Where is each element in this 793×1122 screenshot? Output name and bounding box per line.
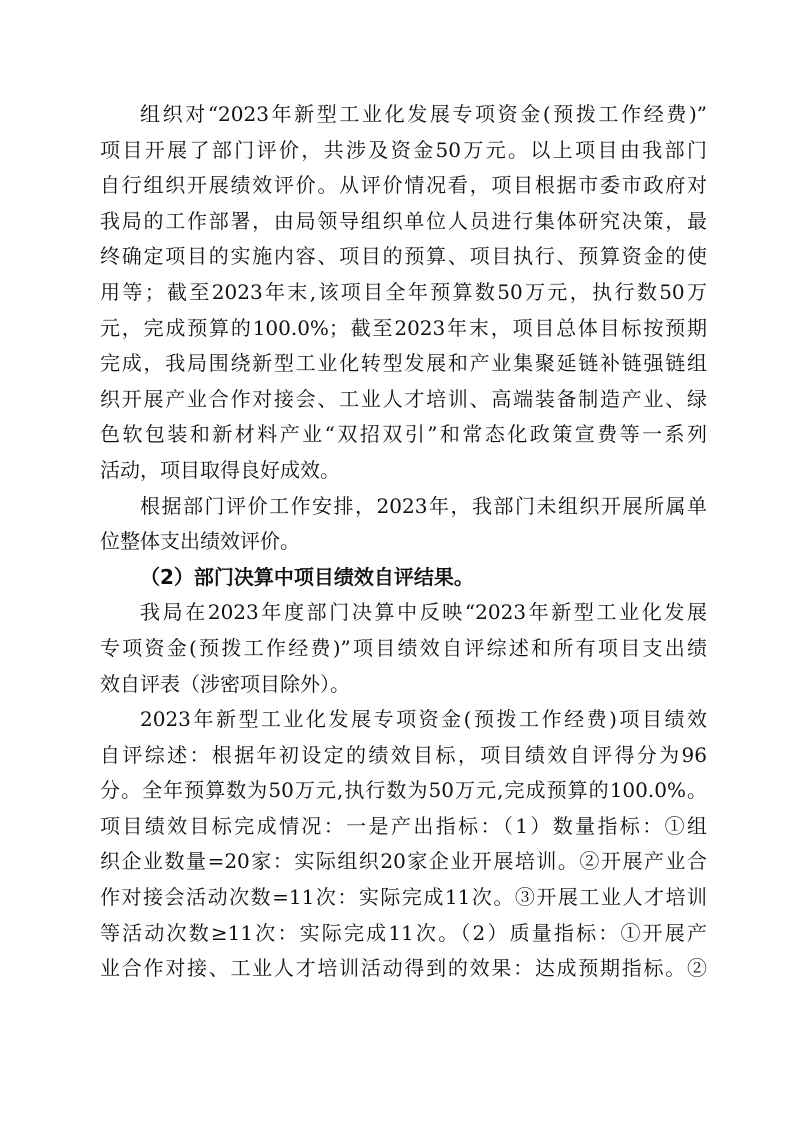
text-line: 分。全年预算数为50万元,执行数为50万元,完成预算的100.0%。	[100, 778, 707, 803]
text-line: 专项资金(预拨工作经费)”项目绩效自评综述和所有项目支出绩	[100, 635, 707, 660]
text-line: 作对接会活动次数=11次：实际完成11次。③开展工业人才培训	[100, 885, 707, 910]
text-line: 项目绩效目标完成情况：一是产出指标：（1）数量指标：①组	[100, 813, 707, 838]
text-line: 等活动次数≥11次：实际完成11次。（2）质量指标：①开展产	[100, 920, 707, 945]
text-line: 项目开展了部门评价，共涉及资金50万元。以上项目由我部门	[100, 137, 707, 162]
text-line: 效自评表（涉密项目除外）。	[100, 671, 350, 696]
text-line: 自评综述：根据年初设定的绩效目标，项目绩效自评得分为96	[100, 742, 707, 767]
text-line: 自行组织开展绩效评价。从评价情况看，项目根据市委市政府对	[100, 173, 707, 198]
paragraph	[100, 702, 707, 987]
text-line: 我局的工作部署，由局领导组织单位人员进行集体研究决策，最	[100, 208, 707, 233]
text-line: （2）部门决算中项目绩效自评结果。	[140, 564, 474, 589]
text-line: 用等；截至2023年末,该项目全年预算数50万元，执行数50万	[100, 279, 707, 304]
section-heading	[100, 560, 707, 596]
text-line: 根据部门评价工作安排，2023年，我部门未组织开展所属单	[140, 493, 707, 518]
text-line: 业合作对接、工业人才培训活动得到的效果：达成预期指标。②	[100, 956, 707, 981]
text-line: 色软包装和新材料产业“双招双引”和常态化政策宣费等一系列	[100, 422, 707, 447]
text-line: 位整体支出绩效评价。	[100, 529, 300, 554]
text-line: 活动，项目取得良好成效。	[100, 457, 340, 482]
paragraph	[100, 97, 707, 489]
paragraph	[100, 595, 707, 702]
text-line: 织开展产业合作对接会、工业人才培训、高端装备制造产业、绿	[100, 386, 707, 411]
text-line: 我局在2023年度部门决算中反映“2023年新型工业化发展	[140, 600, 707, 625]
paragraph	[100, 489, 707, 560]
text-line: 终确定项目的实施内容、项目的预算、项目执行、预算资金的使	[100, 244, 707, 269]
text-line: 组织对“2023年新型工业化发展专项资金(预拨工作经费)”	[140, 102, 707, 126]
document-body	[100, 97, 707, 987]
text-line: 完成，我局围绕新型工业化转型发展和产业集聚延链补链强链组	[100, 351, 707, 376]
text-line: 元，完成预算的100.0%；截至2023年末，项目总体目标按预期	[100, 315, 707, 340]
text-line: 2023年新型工业化发展专项资金(预拨工作经费)项目绩效	[140, 707, 707, 732]
text-line: 织企业数量=20家：实际组织20家企业开展培训。②开展产业合	[100, 849, 707, 874]
